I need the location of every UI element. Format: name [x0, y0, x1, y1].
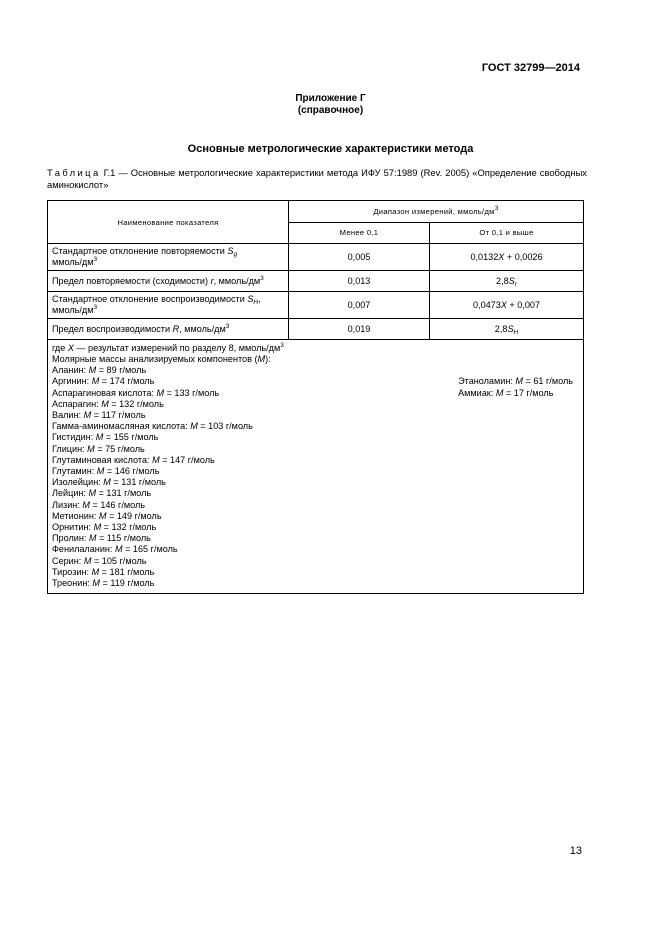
molar-mass-item: Лейцин: M = 131 г/моль	[52, 488, 152, 499]
header-indicator-name: Наименование показателя	[48, 201, 289, 244]
row-name: Стандартное отклонение воспроизводимости $S_H$, ммоль/$дм^3$	[48, 292, 289, 319]
table-row	[48, 244, 584, 271]
molar-mass-item: Валин: M = 117 г/моль	[52, 410, 146, 421]
molar-mass-item: Аспарагин: M = 132 г/моль	[52, 398, 164, 409]
molar-mass-item: Фенилаланин: M = 165 г/моль	[52, 544, 178, 555]
note-x-definition: где X — результат измерений по разделу 8, ммоль/$дм^3$	[52, 342, 284, 353]
annex-status: (справочное)	[297, 105, 364, 116]
row-value-low: 0,007	[289, 292, 430, 319]
molar-mass-item: Гистидин: M = 155 г/моль	[52, 432, 159, 443]
annex-heading	[0, 93, 661, 117]
header-range-low: Менее 0,1	[289, 222, 430, 244]
header-range-high: От 0,1 и выше	[430, 222, 584, 244]
row-value-high: 0,0473X + 0,007	[430, 292, 584, 319]
row-name: Предел воспроизводимости R, ммоль/$дм^3$	[48, 319, 289, 340]
row-value-low: 0,019	[289, 319, 430, 340]
molar-mass-list-right	[458, 354, 579, 589]
molar-mass-item: Этаноламин: M = 61 г/моль	[458, 376, 573, 387]
molar-mass-item: Метионин: M = 149 г/моль	[52, 510, 162, 521]
table-caption	[47, 167, 587, 192]
standard-code: ГОСТ 32799—2014	[481, 62, 580, 74]
molar-mass-list-left	[52, 354, 271, 589]
molar-mass-item: Треонин: M = 119 г/моль	[52, 578, 155, 589]
molar-mass-item: Аланин: M = 89 г/моль	[52, 365, 147, 376]
metrology-table	[47, 200, 584, 594]
section-title: Основные метрологические характеристики метода	[187, 143, 474, 155]
molar-mass-item: Аргинин: M = 174 г/моль	[52, 376, 155, 387]
table-caption-text: Г.1 — Основные метрологические характеристики метода ИФУ 57:1989 (Rev. 2005) «Определение свободных аминокислот»	[47, 167, 587, 191]
molar-mass-item: Серин: M = 105 г/моль	[52, 555, 147, 566]
header-measurement-range: Диапазон измерений, ммоль/$дм^3$	[289, 201, 584, 223]
molar-mass-item: Изолейцин: M = 131 г/моль	[52, 477, 166, 488]
molar-mass-item: Глицин: M = 75 г/моль	[52, 443, 145, 454]
row-name: Предел повторяемости (сходимости) r, ммоль/$дм^3$	[48, 271, 289, 292]
row-value-high: $2,8S_H$	[430, 319, 584, 340]
row-value-low: 0,005	[289, 244, 430, 271]
row-value-high: 0,0132X + 0,0026	[430, 244, 584, 271]
note-molar-mass-heading: Молярные массы анализируемых компонентов (M):	[52, 354, 271, 364]
molar-mass-item: Глутаминовая кислота: M = 147 г/моль	[52, 454, 215, 465]
row-value-high: $2,8S_r$	[430, 271, 584, 292]
molar-mass-item: Пролин: M = 115 г/моль	[52, 533, 151, 544]
molar-mass-item: Орнитин: M = 132 г/моль	[52, 522, 157, 533]
table-row	[48, 292, 584, 319]
table-caption-label: Таблица	[47, 167, 101, 178]
molar-mass-item: Гамма-аминомасляная кислота: M = 103 г/моль	[52, 421, 253, 432]
page-number: 13	[569, 845, 582, 857]
molar-mass-item: Лизин: M = 146 г/моль	[52, 499, 146, 510]
table-row	[48, 271, 584, 292]
row-name: Стандартное отклонение повторяемости $S_g$ ммоль/$дм^3$	[48, 244, 289, 271]
molar-mass-item: Аммиак: M = 17 г/моль	[458, 387, 554, 398]
table-notes	[48, 340, 584, 594]
annex-title: Приложение Г	[295, 93, 366, 104]
row-value-low: 0,013	[289, 271, 430, 292]
table-row	[48, 319, 584, 340]
molar-mass-item: Глутамин: M = 146 г/моль	[52, 466, 160, 477]
molar-mass-item: Аспарагиновая кислота: M = 133 г/моль	[52, 387, 220, 398]
molar-mass-item: Тирозин: M = 181 г/моль	[52, 566, 155, 577]
